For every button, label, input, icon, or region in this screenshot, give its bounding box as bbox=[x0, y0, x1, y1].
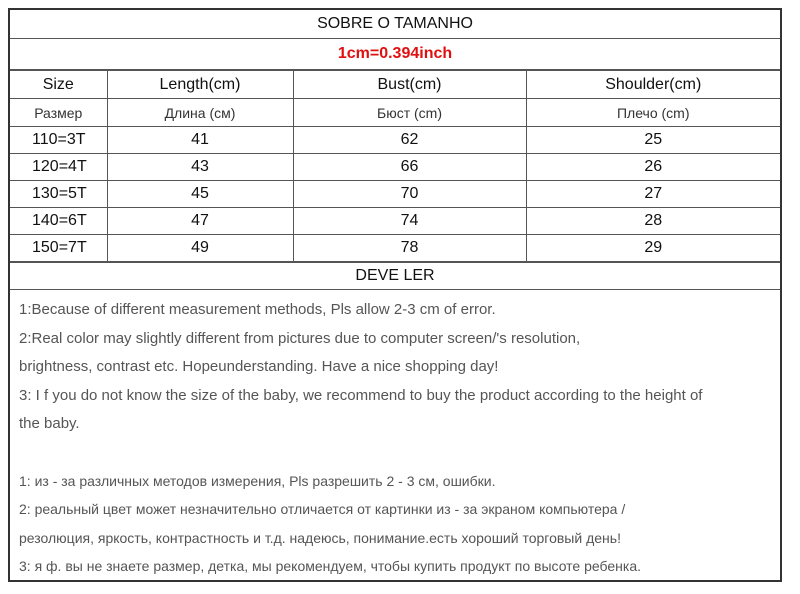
note-en-3-cont: the baby. bbox=[19, 415, 80, 432]
cell-length: 49 bbox=[107, 235, 293, 262]
header-row-ru bbox=[10, 99, 780, 127]
header-length: Length(cm) bbox=[107, 71, 293, 99]
header-size: Size bbox=[10, 71, 107, 99]
cell-length: 47 bbox=[107, 208, 293, 235]
cell-size: 110=3T bbox=[10, 127, 107, 154]
size-chart bbox=[8, 8, 782, 582]
cell-shoulder: 26 bbox=[526, 154, 780, 181]
table-row bbox=[10, 208, 780, 235]
note-ru-2-cont: резолюция, яркость, контрастность и т.д. надеюсь, понимание.есть хороший торговый день! bbox=[19, 529, 621, 546]
note-en-2-cont: brightness, contrast etc. Hopeunderstanding. Have a nice shopping day! bbox=[19, 358, 499, 375]
cell-size: 150=7T bbox=[10, 235, 107, 262]
cell-bust: 70 bbox=[293, 181, 526, 208]
cell-size: 140=6T bbox=[10, 208, 107, 235]
cell-size: 120=4T bbox=[10, 154, 107, 181]
table-row bbox=[10, 127, 780, 154]
note-en-1: 1:Because of different measurement methods, Pls allow 2-3 cm of error. bbox=[19, 301, 496, 318]
cell-bust: 66 bbox=[293, 154, 526, 181]
cell-size: 130=5T bbox=[10, 181, 107, 208]
header-row-en bbox=[10, 71, 780, 99]
note-en-2: 2:Real color may slightly different from pictures due to computer screen/'s resolution, bbox=[19, 329, 581, 347]
header-size-ru: Размер bbox=[10, 99, 107, 127]
note-en-3: 3: I f you do not know the size of the baby, we recommend to buy the product according to the height of bbox=[19, 386, 703, 404]
table-row bbox=[10, 235, 780, 262]
size-table bbox=[10, 70, 780, 262]
cell-bust: 78 bbox=[293, 235, 526, 262]
cell-bust: 74 bbox=[293, 208, 526, 235]
cell-bust: 62 bbox=[293, 127, 526, 154]
cell-shoulder: 25 bbox=[526, 127, 780, 154]
header-length-ru: Длина (см) bbox=[107, 99, 293, 127]
note-ru-2: 2: реальный цвет может незначительно отличается от картинки из - за экраном компьютера / bbox=[19, 501, 626, 517]
chart-title: SOBRE O TAMANHO bbox=[10, 10, 780, 39]
unit-conversion: 1cm=0.394inch bbox=[10, 39, 780, 70]
header-bust: Bust(cm) bbox=[293, 71, 526, 99]
header-shoulder: Shoulder(cm) bbox=[526, 71, 780, 99]
table-row bbox=[10, 181, 780, 208]
cell-length: 45 bbox=[107, 181, 293, 208]
note-ru-3: 3: я ф. вы не знаете размер, детка, мы рекомендуем, чтобы купить продукт по высоте ребенка. bbox=[19, 558, 642, 574]
cell-length: 43 bbox=[107, 154, 293, 181]
table-row bbox=[10, 154, 780, 181]
notes-section bbox=[10, 290, 780, 581]
header-shoulder-ru: Плечо (cm) bbox=[526, 99, 780, 127]
cell-shoulder: 29 bbox=[526, 235, 780, 262]
cell-length: 41 bbox=[107, 127, 293, 154]
header-bust-ru: Бюст (cm) bbox=[293, 99, 526, 127]
cell-shoulder: 27 bbox=[526, 181, 780, 208]
note-ru-1: 1: из - за различных методов измерения, Pls разрешить 2 - 3 см, ошибки. bbox=[19, 472, 496, 489]
notes-spacer bbox=[19, 439, 772, 467]
cell-shoulder: 28 bbox=[526, 208, 780, 235]
must-read-title: DEVE LER bbox=[10, 262, 780, 290]
